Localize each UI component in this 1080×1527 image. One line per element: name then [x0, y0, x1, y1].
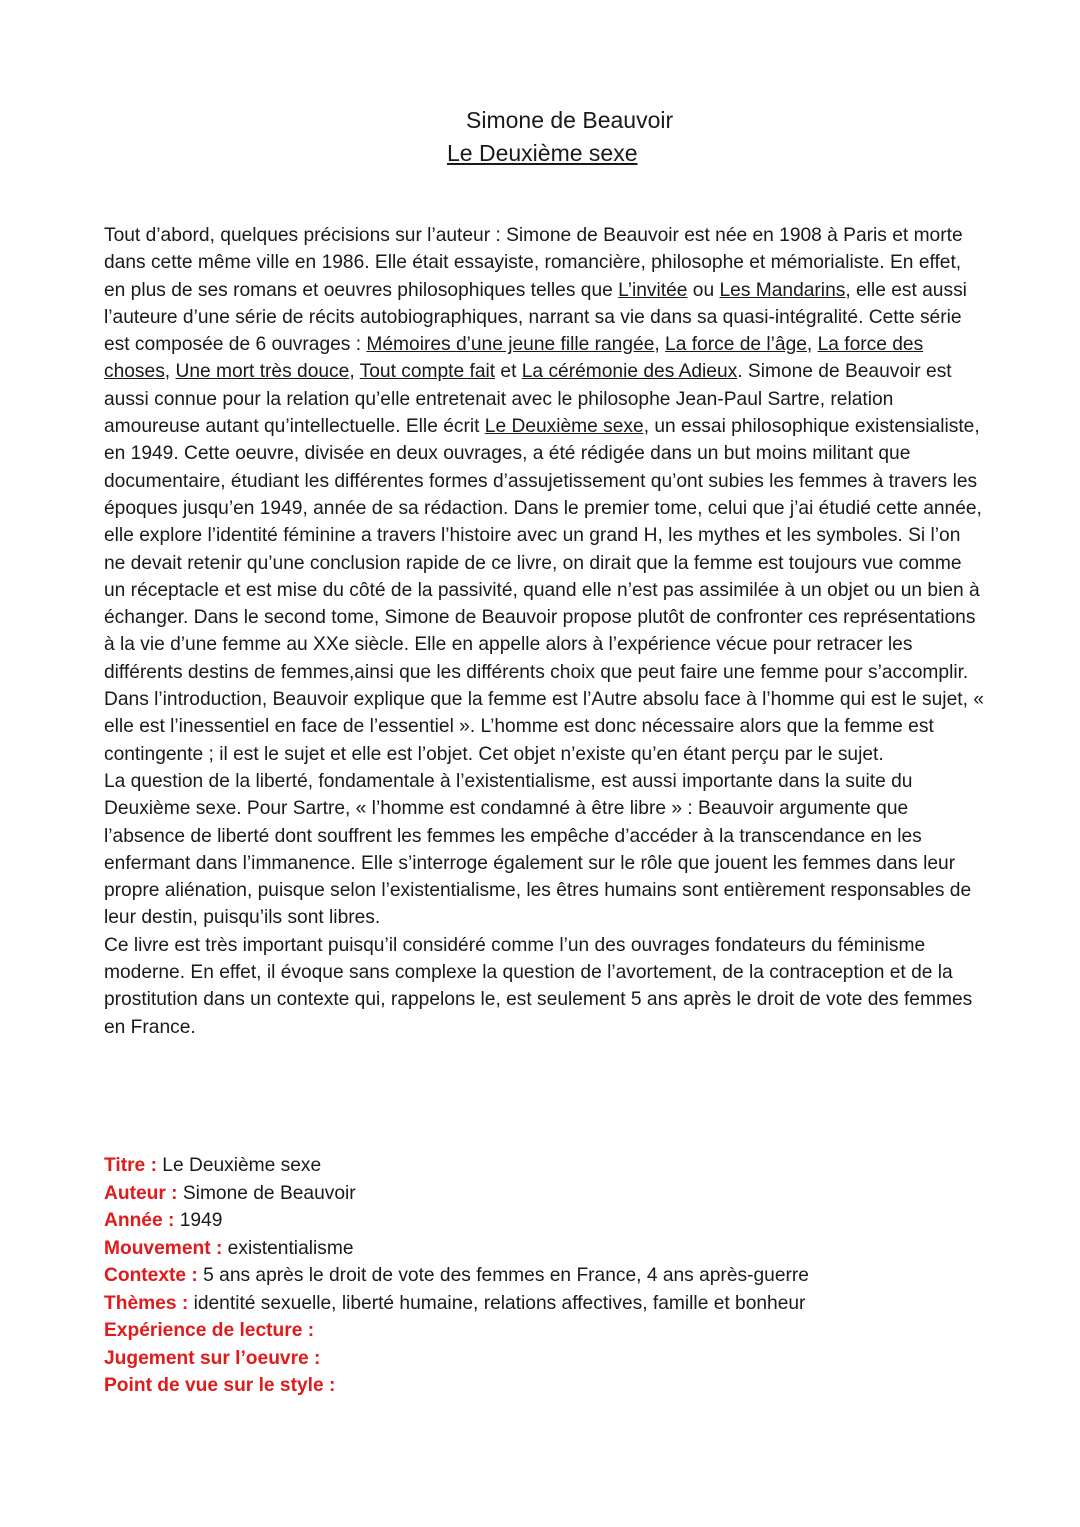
- paragraph-introduction: Dans l’introduction, Beauvoir explique que la femme est l’Autre absolu face à l’homme qui est le sujet, « elle est l’inessentiel en face de l’essentiel ». L’homme est donc nécessaire alors que la femme est contingente ; il est le sujet et elle est l’objet. Cet objet n’existe qu’en étant perçu par le sujet.: [104, 689, 984, 765]
- fact-row-auteur: [104, 1180, 984, 1208]
- paragraph-intro: [104, 222, 984, 686]
- work-title-les-mandarins: Les Mandarins,: [719, 279, 851, 301]
- fact-row-themes: [104, 1290, 984, 1318]
- fact-label: Point de vue sur le style :: [104, 1375, 336, 1396]
- text-segment: . Simone de Beauvoir est aussi connue pour la relation qu’elle entretenait avec le philosophe Jean-Paul Sartre, relation amoureuse autant qu’intellectuelle. Elle écrit: [104, 361, 952, 438]
- fact-row-titre: [104, 1152, 984, 1180]
- fact-value: 1949: [174, 1210, 223, 1231]
- fact-label: Titre :: [104, 1155, 157, 1176]
- text-segment: ,: [164, 361, 176, 383]
- book-title: Le Deuxième sexe: [447, 140, 638, 166]
- body-text: [104, 222, 984, 1041]
- fact-row-jugement: [104, 1345, 984, 1373]
- fact-label: Jugement sur l’oeuvre :: [104, 1347, 321, 1369]
- fact-value: Le Deuxième sexe: [156, 1155, 322, 1176]
- fact-value: identité sexuelle, liberté humaine, relations affectives, famille et bonheur: [188, 1292, 806, 1314]
- work-title-deuxieme-sexe: Le Deuxième sexe,: [484, 416, 650, 438]
- fact-label: Mouvement :: [104, 1237, 223, 1259]
- text-segment: ou: [687, 279, 720, 301]
- paragraph-liberte: La question de la liberté, fondamentale à l’existentialisme, est aussi importante dans la suite du Deuxième sexe. Pour Sartre, « l’homme est condamné à être libre » : Beauvoir argumente que l’absence de liberté dont souffrent les femmes les empêche d’accéder à la transcendance en les enfermant dans l’immanence. Elle s’interroge également sur le rôle que jouent les femmes dans leur propre aliénation, puisque selon l’existentialisme, les êtres humains sont entièrement responsables de leur destin, puisqu’ils sont libres.: [104, 770, 972, 929]
- fact-label: Thèmes :: [104, 1292, 189, 1314]
- text-segment: et: [495, 361, 522, 383]
- author-title: Simone de Beauvoir: [466, 107, 674, 133]
- fact-row-annee: [104, 1207, 984, 1235]
- fact-row-style: [104, 1372, 984, 1400]
- work-title-mort-tres-douce: Une mort très douce: [175, 361, 350, 383]
- fact-row-experience: [104, 1317, 984, 1345]
- fact-row-contexte: [104, 1262, 984, 1290]
- text-segment: ,: [349, 361, 360, 383]
- text-segment: ,: [806, 334, 818, 356]
- fact-label: Contexte :: [104, 1265, 198, 1286]
- paragraph-importance: Ce livre est très important puisqu’il considéré comme l’un des ouvrages fondateurs du féminisme moderne. En effet, il évoque sans complexe la question de l’avortement, de la contraception et de la prostitution dans un contexte qui, rappelons le, est seulement 5 ans après le droit de vote des femmes en France.: [104, 934, 973, 1038]
- work-title-ceremonie-des-adieux: La cérémonie des Adieux: [521, 361, 738, 383]
- fact-value: existentialisme: [222, 1237, 354, 1259]
- fact-label: Auteur :: [104, 1182, 178, 1204]
- fact-value: Simone de Beauvoir: [177, 1182, 356, 1204]
- text-segment: un essai philosophique existensialiste, en 1949. Cette oeuvre, divisée en deux ouvrages, a été rédigée dans un but moins militant que documentaire, étudiant les différentes formes d’assujetissement qu’ont subies les femmes à travers les époques jusqu’en 1949, année de sa rédaction. Dans le premier tome, celui que j’ai étudié cette année, elle explore l’identité féminine a travers l’histoire avec un grand H, les mythes et les symboles. Si l’on ne devait retenir qu’une conclusion rapide de ce livre, on dirait que la femme est toujours vue comme un réceptacle et est mise du côté de la passivité, quand elle n’est pas assimilée à un objet ou un bien à échanger. Dans le second tome, Simone de Beauvoir propose plutôt de confronter ces représentations à la vie d’une femme au XXe siècle. Elle en appelle alors à l’expérience vécue pour retracer les différents destins de femmes,ainsi que les différents choix que peut faire une femme pour s’accomplir.: [104, 416, 982, 683]
- text-segment: elle est aussi l’auteure d’une série de récits autobiographiques, narrant sa vie dans sa quasi-intégralité. Cette série est composée de 6 ouvrages :: [104, 279, 967, 356]
- fact-label: Année :: [104, 1210, 175, 1231]
- text-segment: Tout d’abord, quelques précisions sur l’auteur : Simone de Beauvoir est née en 1908 à Paris et morte dans cette même ville en 1986. Elle était essayiste, romancière, philosophe et mémorialiste. En effet, en plus de ses romans et oeuvres philosophiques telles que: [104, 225, 963, 301]
- fact-sheet: [104, 1152, 984, 1400]
- work-title-memoires: Mémoires d’une jeune fille rangée: [366, 334, 655, 356]
- work-title-force-des-choses: La force des choses: [104, 334, 924, 383]
- work-title-force-de-lage: La force de l’âge: [665, 334, 807, 356]
- fact-label: Expérience de lecture :: [104, 1320, 315, 1341]
- fact-value: 5 ans après le droit de vote des femmes en France, 4 ans après-guerre: [197, 1265, 809, 1286]
- fact-row-mouvement: [104, 1235, 984, 1263]
- work-title-linvitee: L’invitée: [618, 279, 688, 301]
- work-title-tout-compte-fait: Tout compte fait: [359, 361, 496, 383]
- text-segment: ,: [654, 334, 666, 356]
